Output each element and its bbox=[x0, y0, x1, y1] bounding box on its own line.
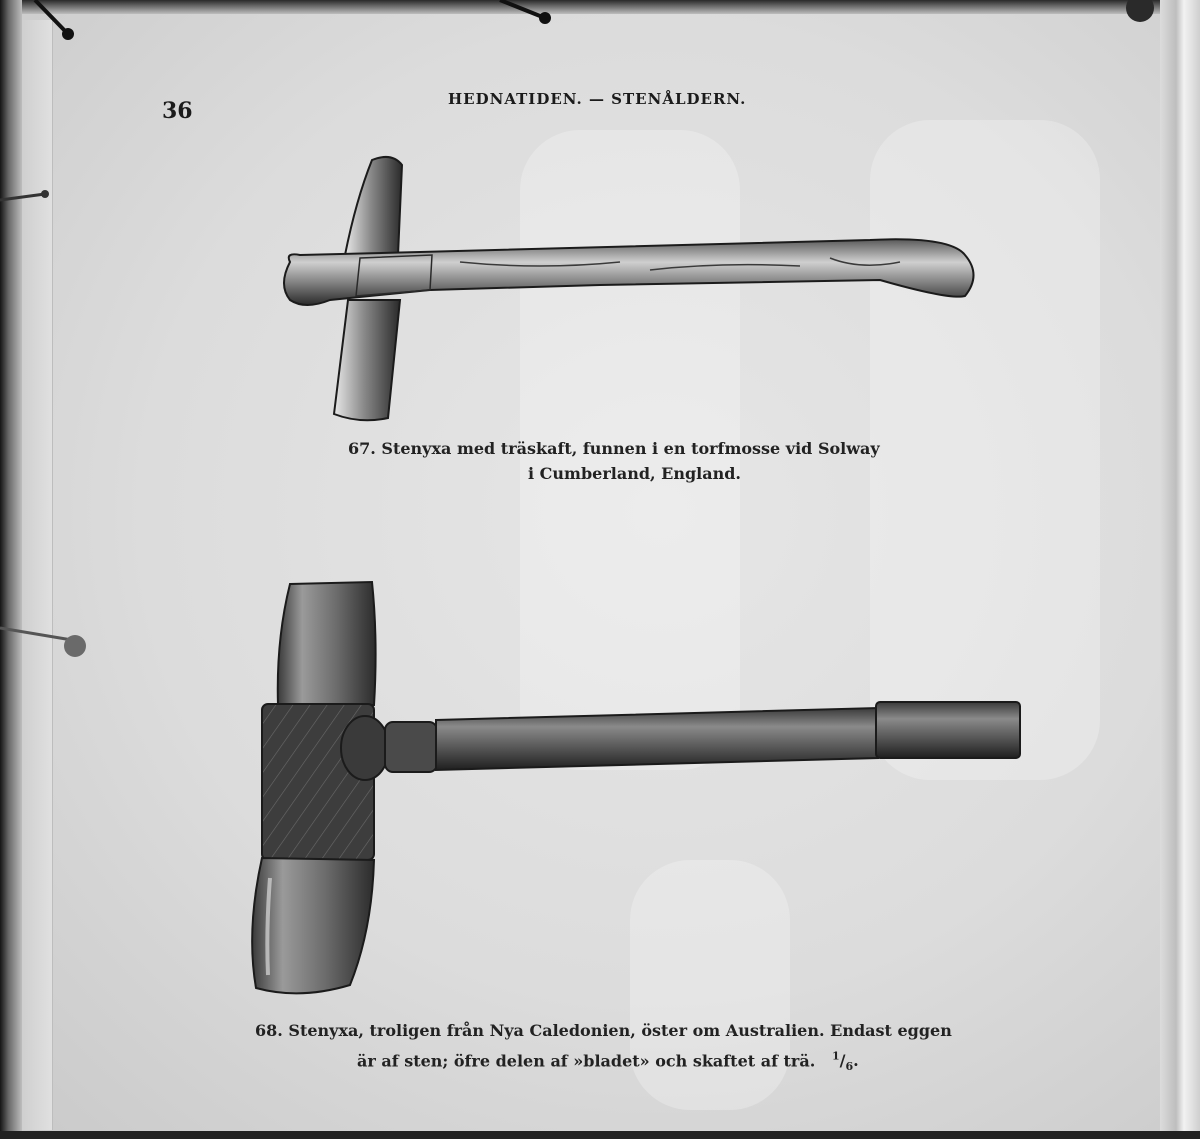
scale-fraction: $^1/_6$. bbox=[832, 1050, 859, 1074]
running-head: HEDNATIDEN. — STENÅLDERN. bbox=[448, 90, 747, 108]
axe-blade-lower bbox=[334, 300, 400, 420]
handle-end bbox=[876, 702, 1020, 758]
figure-68-caption-text: är af sten; öfre delen af »bladet» och skaftet af trä. bbox=[357, 1051, 816, 1071]
scale-numerator: 1 bbox=[832, 1050, 840, 1063]
haft-collar bbox=[341, 716, 389, 780]
haft-lashing bbox=[385, 722, 437, 772]
figure-67-caption-line2: i Cumberland, England. bbox=[528, 464, 741, 483]
figure-68-caption-line1: 68. Stenyxa, troligen från Nya Caledonien, öster om Australien. Endast eggen bbox=[255, 1021, 952, 1040]
figure-68-axe bbox=[252, 582, 1020, 993]
page-number: 36 bbox=[162, 98, 193, 124]
figure-67-caption-line1: 67. Stenyxa med träskaft, funnen i en torfmosse vid Solway bbox=[348, 439, 880, 458]
scale-denominator: 6 bbox=[845, 1060, 854, 1074]
figure-68-caption-line2 bbox=[357, 1044, 859, 1080]
upper-blade-wood bbox=[278, 582, 376, 705]
figure-67-axe bbox=[284, 157, 974, 420]
handle-shaft bbox=[436, 708, 878, 770]
axe-blade-upper bbox=[345, 157, 402, 255]
